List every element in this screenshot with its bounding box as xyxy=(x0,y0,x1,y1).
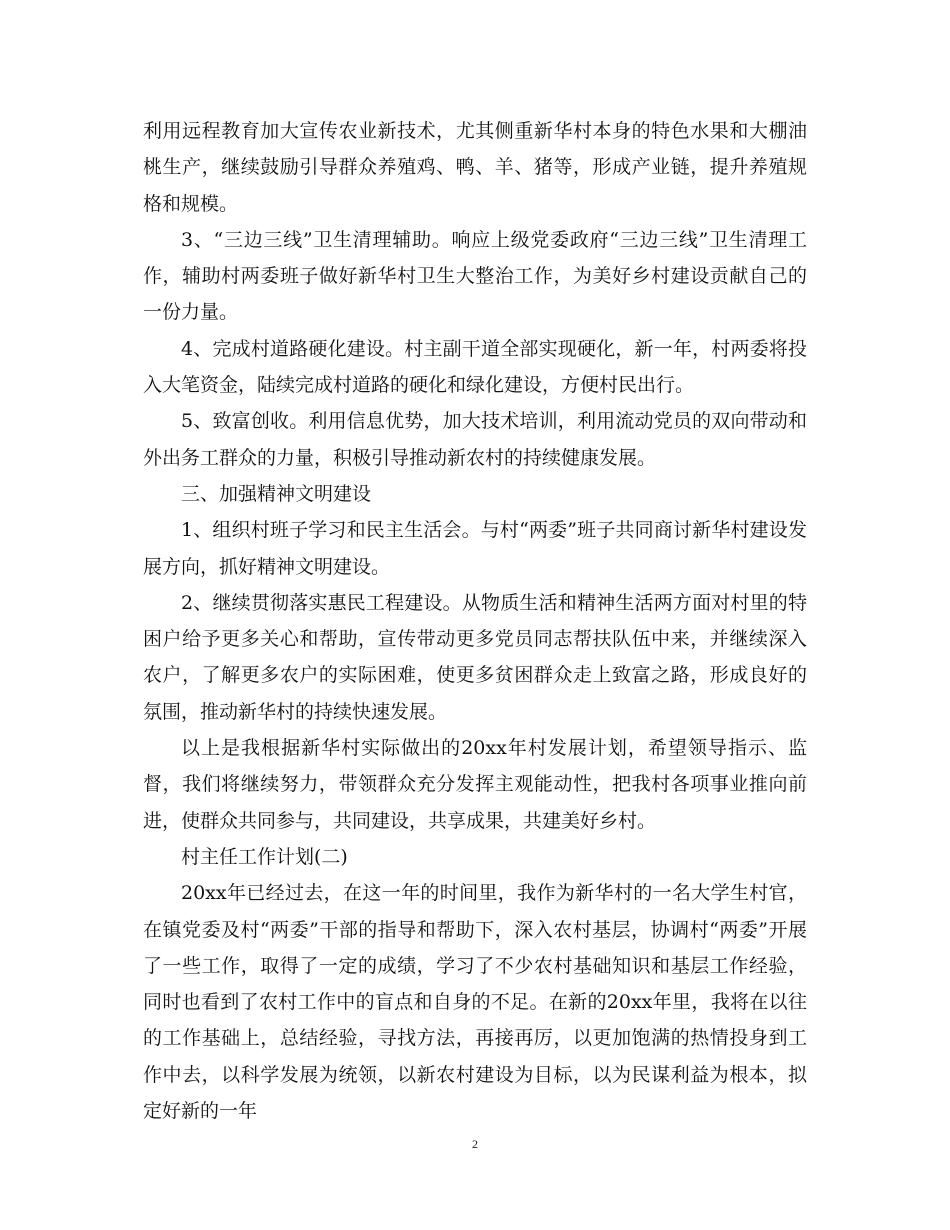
paragraph: 利用远程教育加大宣传农业新技术，尤其侧重新华村本身的特色水果和大棚油桃生产，继续鼓励引导群众养殖鸡、鸭、羊、猪等，形成产业链，提升养殖规格和规模。 xyxy=(143,120,807,215)
paragraph: 20xx年已经过去，在这一年的时间里，我作为新华村的一名大学生村官，在镇党委及村“两委”干部的指导和帮助下，深入农村基层，协调村“两委”开展了一些工作，取得了一定的成绩，学习了不少农村基础知识和基层工作经验，同时也看到了农村工作中的盲点和自身的不足。在新的20xx年里，我将在以往的工作基础上，总结经验，寻找方法，再接再厉，以更加饱满的热情投身到工作中去，以科学发展为统领，以新农村建设为目标，以为民谋利益为根本，拟定好新的一年 xyxy=(143,882,807,1123)
paragraph: 5、致富创收。利用信息优势，加大技术培训，利用流动党员的双向带动和外出务工群众的力量，积极引导推动新农村的持续健康发展。 xyxy=(143,410,807,469)
paragraph: 3、“三边三线”卫生清理辅助。响应上级党委政府“三边三线”卫生清理工作，辅助村两委班子做好新华村卫生大整治工作，为美好乡村建设贡献自己的一份力量。 xyxy=(143,228,807,324)
document-body xyxy=(143,113,807,1129)
section-heading: 三、加强精神文明建设 xyxy=(181,482,372,505)
section-heading: 村主任工作计划(二) xyxy=(181,845,348,868)
paragraph: 1、组织村班子学习和民主生活会。与村“两委”班子共同商讨新华村建设发展方向，抓好精神文明建设。 xyxy=(143,519,807,578)
page-number: 2 xyxy=(472,1137,478,1151)
paragraph: 2、继续贯彻落实惠民工程建设。从物质生活和精神生活两方面对村里的特困户给予更多关心和帮助，宣传带动更多党员同志帮扶队伍中来，并继续深入农户，了解更多农户的实际困难，使更多贫困群众走上致富之路，形成良好的氛围，推动新华村的持续快速发展。 xyxy=(143,591,807,723)
paragraph: 4、完成村道路硬化建设。村主副干道全部实现硬化，新一年，村两委将投入大笔资金，陆续完成村道路的硬化和绿化建设，方便村民出行。 xyxy=(143,337,807,397)
paragraph: 以上是我根据新华村实际做出的20xx年村发展计划，希望领导指示、监督，我们将继续努力，带领群众充分发挥主观能动性，把我村各项事业推向前进，使群众共同参与，共同建设，共享成果，共建美好乡村。 xyxy=(143,737,807,832)
